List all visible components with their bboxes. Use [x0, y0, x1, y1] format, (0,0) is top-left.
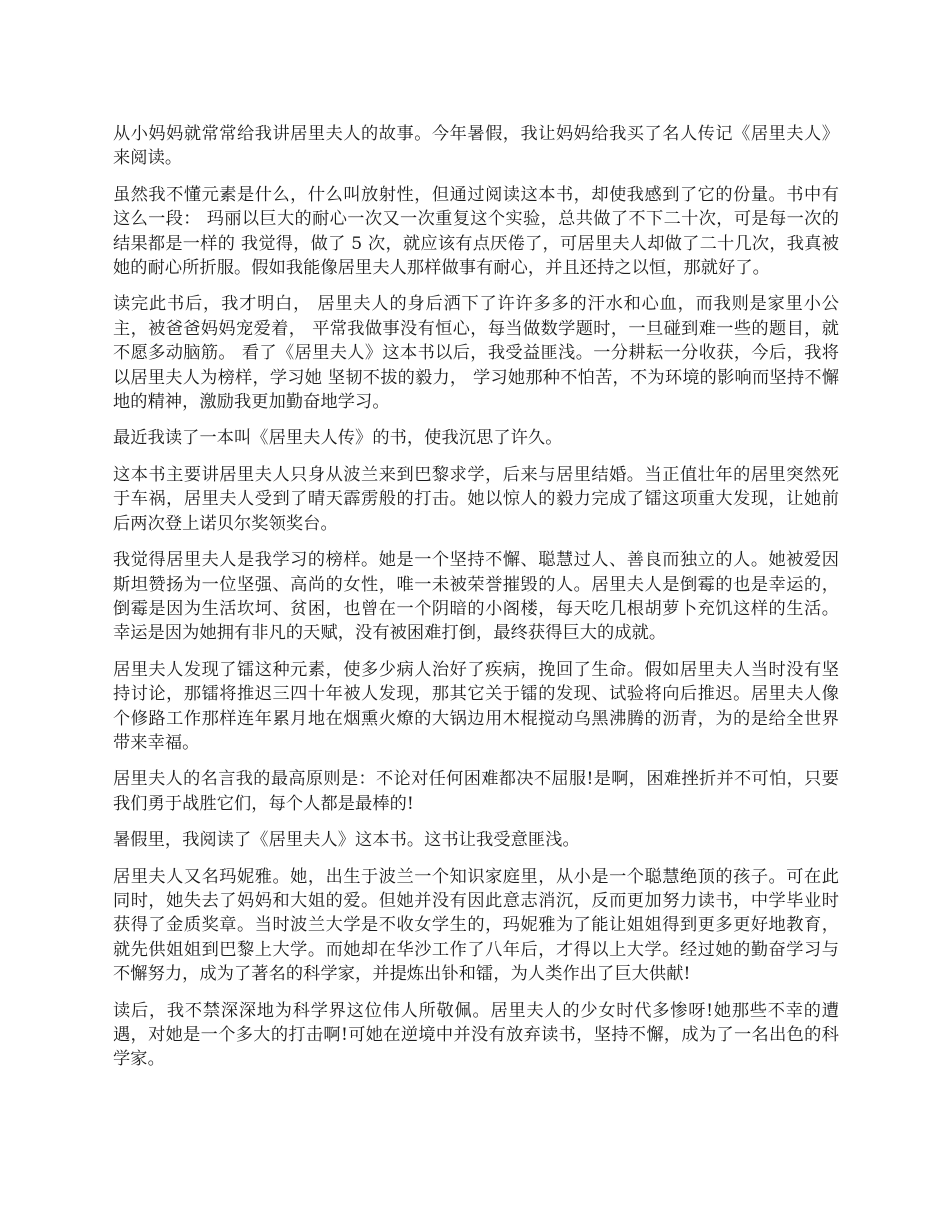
paragraph: 虽然我不懂元素是什么，什么叫放射性，但通过阅读这本书，却使我感到了它的份量。书中有这么一段： 玛丽以巨大的耐心一次又一次重复这个实验，总共做了不下二十次，可是每一次的结果都是一样的 我觉得，做了 5 次，就应该有点厌倦了，可居里夫人却做了二十几次，我真被她的耐心所折服。假如我能像居里夫人那样做事有耐心，并且还持之以恒，那就好了。 — [113, 184, 839, 279]
paragraph: 暑假里，我阅读了《居里夫人》这本书。这书让我受意匪浅。 — [113, 830, 580, 851]
document-body — [113, 122, 839, 1084]
paragraph: 从小妈妈就常常给我讲居里夫人的故事。今年暑假，我让妈妈给我买了名人传记《居里夫人》来阅读。 — [113, 124, 839, 169]
paragraph: 读后，我不禁深深地为科学界这位伟人所敬佩。居里夫人的少女时代多惨呀!她那些不幸的遭遇，对她是一个多大的打击啊!可她在逆境中并没有放弃读书，坚持不懈，成为了一名出色的科学家。 — [113, 1000, 839, 1070]
paragraph: 居里夫人发现了镭这种元素，使多少病人治好了疾病，挽回了生命。假如居里夫人当时没有坚持讨论，那镭将推迟三四十年被人发现，那其它关于镭的发现、试验将向后推迟。居里夫人像个修路工作那样连年累月地在烟熏火燎的大锅边用木棍搅动乌黑沸腾的沥青，为的是给全世界带来幸福。 — [113, 659, 839, 753]
paragraph: 居里夫人的名言我的最高原则是：不论对任何困难都决不屈服!是啊，困难挫折并不可怕，只要我们勇于战胜它们，每个人都是最棒的! — [113, 769, 839, 814]
paragraph: 读完此书后，我才明白， 居里夫人的身后洒下了许许多多的汗水和心血，而我则是家里小公主，被爸爸妈妈宠爱着， 平常我做事没有恒心，每当做数学题时，一旦碰到难一些的题目，就不愿多动脑筋。 看了《居里夫人》这本书以后，我受益匪浅。一分耕耘一分收获，今后，我将以居里夫人为榜样，学习她 坚韧不拔的毅力， 学习她那种不怕苦，不为环境的影响而坚持不懈地的精神，激励我更加勤奋地学习。 — [113, 294, 839, 413]
paragraph: 我觉得居里夫人是我学习的榜样。她是一个坚持不懈、聪慧过人、善良而独立的人。她被爱因斯坦赞扬为一位坚强、高尚的女性，唯一未被荣誉摧毁的人。居里夫人是倒霉的也是幸运的，倒霉是因为生活坎坷、贫困，也曾在一个阴暗的小阁楼，每天吃几根胡萝卜充饥这样的生活。幸运是因为她拥有非凡的天赋，没有被困难打倒，最终获得巨大的成就。 — [113, 550, 839, 644]
paragraph: 最近我读了一本叫《居里夫人传》的书，使我沉思了许久。 — [113, 428, 563, 449]
paragraph: 居里夫人又名玛妮雅。她，出生于波兰一个知识家庭里，从小是一个聪慧绝顶的孩子。可在此同时，她失去了妈妈和大姐的爱。但她并没有因此意志消沉，反而更加努力读书，中学毕业时获得了金质奖章。当时波兰大学是不收女学生的，玛妮雅为了能让姐姐得到更多更好地教育，就先供姐姐到巴黎上大学。而她却在华沙工作了八年后，才得以上大学。经过她的勤奋学习与不懈努力，成为了著名的科学家，并提炼出钋和镭，为人类作出了巨大供献! — [113, 866, 839, 985]
paragraph: 这本书主要讲居里夫人只身从波兰来到巴黎求学，后来与居里结婚。当正值壮年的居里突然死于车祸，居里夫人受到了晴天霹雳般的打击。她以惊人的毅力完成了镭这项重大发现，让她前后两次登上诺贝尔奖领奖台。 — [113, 464, 839, 534]
